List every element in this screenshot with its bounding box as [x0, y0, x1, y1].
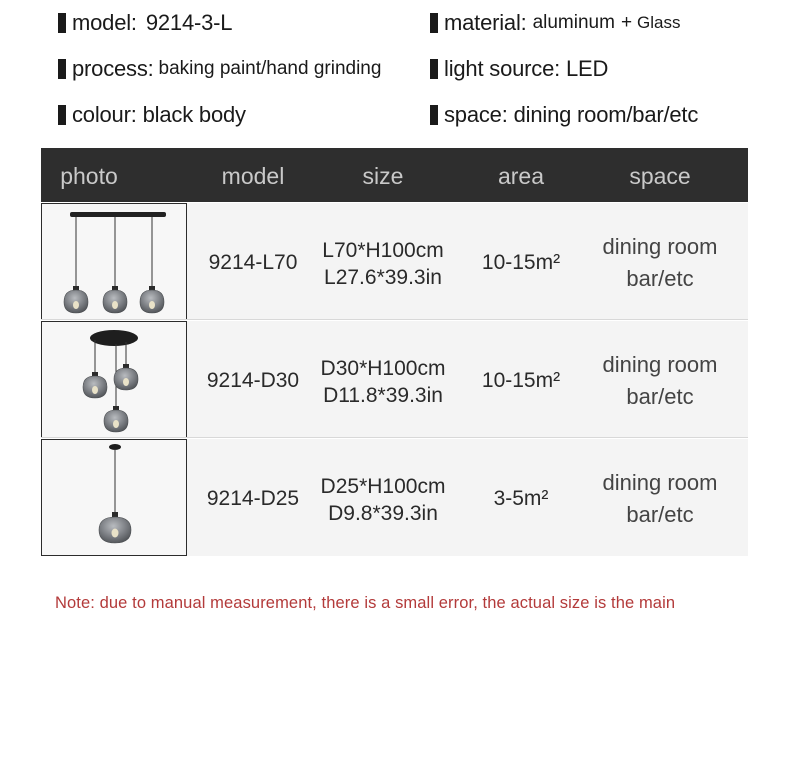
- cell-space: [587, 349, 733, 413]
- round-pendant-icon: [42, 322, 186, 437]
- cell-size: [307, 237, 459, 291]
- spec-light-source: [430, 56, 608, 82]
- header-space: space: [629, 163, 691, 189]
- size-cm: L70*H100cm: [322, 239, 444, 262]
- size-in: D9.8*39.3in: [328, 502, 438, 525]
- product-photo: [41, 203, 187, 320]
- spec-space: [430, 102, 698, 128]
- spec-model-label: model:: [72, 10, 137, 35]
- single-pendant-icon: [42, 440, 186, 555]
- spec-material: [430, 10, 681, 36]
- cell-model: 9214-D25: [206, 487, 300, 510]
- cell-size: [307, 355, 459, 409]
- cell-area: 10-15m²: [481, 251, 561, 274]
- space-line1: dining room: [602, 352, 718, 377]
- table-row: [41, 321, 748, 438]
- linear-pendant-icon: [42, 204, 186, 319]
- spec-colour: [58, 102, 246, 128]
- cell-space: [587, 231, 733, 295]
- cell-model: 9214-L70: [208, 251, 298, 274]
- bullet-bar: [58, 59, 66, 79]
- product-photo: [41, 439, 187, 556]
- bullet-bar: [430, 59, 438, 79]
- spec-process-label: process:: [72, 56, 154, 81]
- spec-space-value: dining room/bar/etc: [513, 102, 699, 127]
- space-line2: bar/etc: [626, 266, 694, 291]
- space-line2: bar/etc: [626, 384, 694, 409]
- bullet-bar: [58, 105, 66, 125]
- spec-light-value: LED: [566, 56, 609, 81]
- spec-material-glass: Glass: [637, 13, 681, 32]
- cell-model: 9214-D30: [206, 369, 300, 392]
- size-in: D11.8*39.3in: [323, 384, 443, 407]
- product-table: [41, 148, 748, 527]
- spec-process-value: baking paint/hand grinding: [158, 58, 382, 79]
- bullet-bar: [58, 13, 66, 33]
- header-area: area: [497, 163, 545, 189]
- spec-space-label: space:: [444, 102, 508, 127]
- spec-material-value: aluminum: [532, 12, 615, 33]
- spec-process: [58, 56, 381, 82]
- spec-material-label: material:: [444, 10, 527, 35]
- header-photo: photo: [60, 163, 118, 189]
- size-cm: D30*H100cm: [320, 357, 446, 380]
- cell-size: [307, 473, 459, 527]
- row-divider: [41, 437, 748, 438]
- cell-space: [587, 467, 733, 531]
- bullet-bar: [430, 13, 438, 33]
- spec-model-value: 9214-3-L: [145, 10, 233, 35]
- spec-colour-label: colour:: [72, 102, 137, 127]
- measurement-note: Note: due to manual measurement, there is a small error, the actual size is the main: [55, 594, 676, 612]
- space-line1: dining room: [602, 234, 718, 259]
- table-row: [41, 203, 748, 320]
- header-size: size: [362, 163, 404, 189]
- size-cm: D25*H100cm: [320, 475, 446, 498]
- cell-area: 3-5m²: [493, 487, 549, 510]
- header-model: model: [221, 163, 285, 189]
- spec-light-label: light source:: [444, 56, 561, 81]
- size-in: L27.6*39.3in: [324, 266, 442, 289]
- product-photo: [41, 321, 187, 438]
- spec-model: [58, 10, 232, 36]
- spec-material-plus: +: [620, 12, 633, 33]
- table-header: [41, 148, 748, 202]
- cell-area: 10-15m²: [481, 369, 561, 392]
- space-line1: dining room: [602, 470, 718, 495]
- spec-colour-value: black body: [142, 102, 246, 127]
- table-row: [41, 439, 748, 556]
- row-divider: [41, 319, 748, 320]
- bullet-bar: [430, 105, 438, 125]
- space-line2: bar/etc: [626, 502, 694, 527]
